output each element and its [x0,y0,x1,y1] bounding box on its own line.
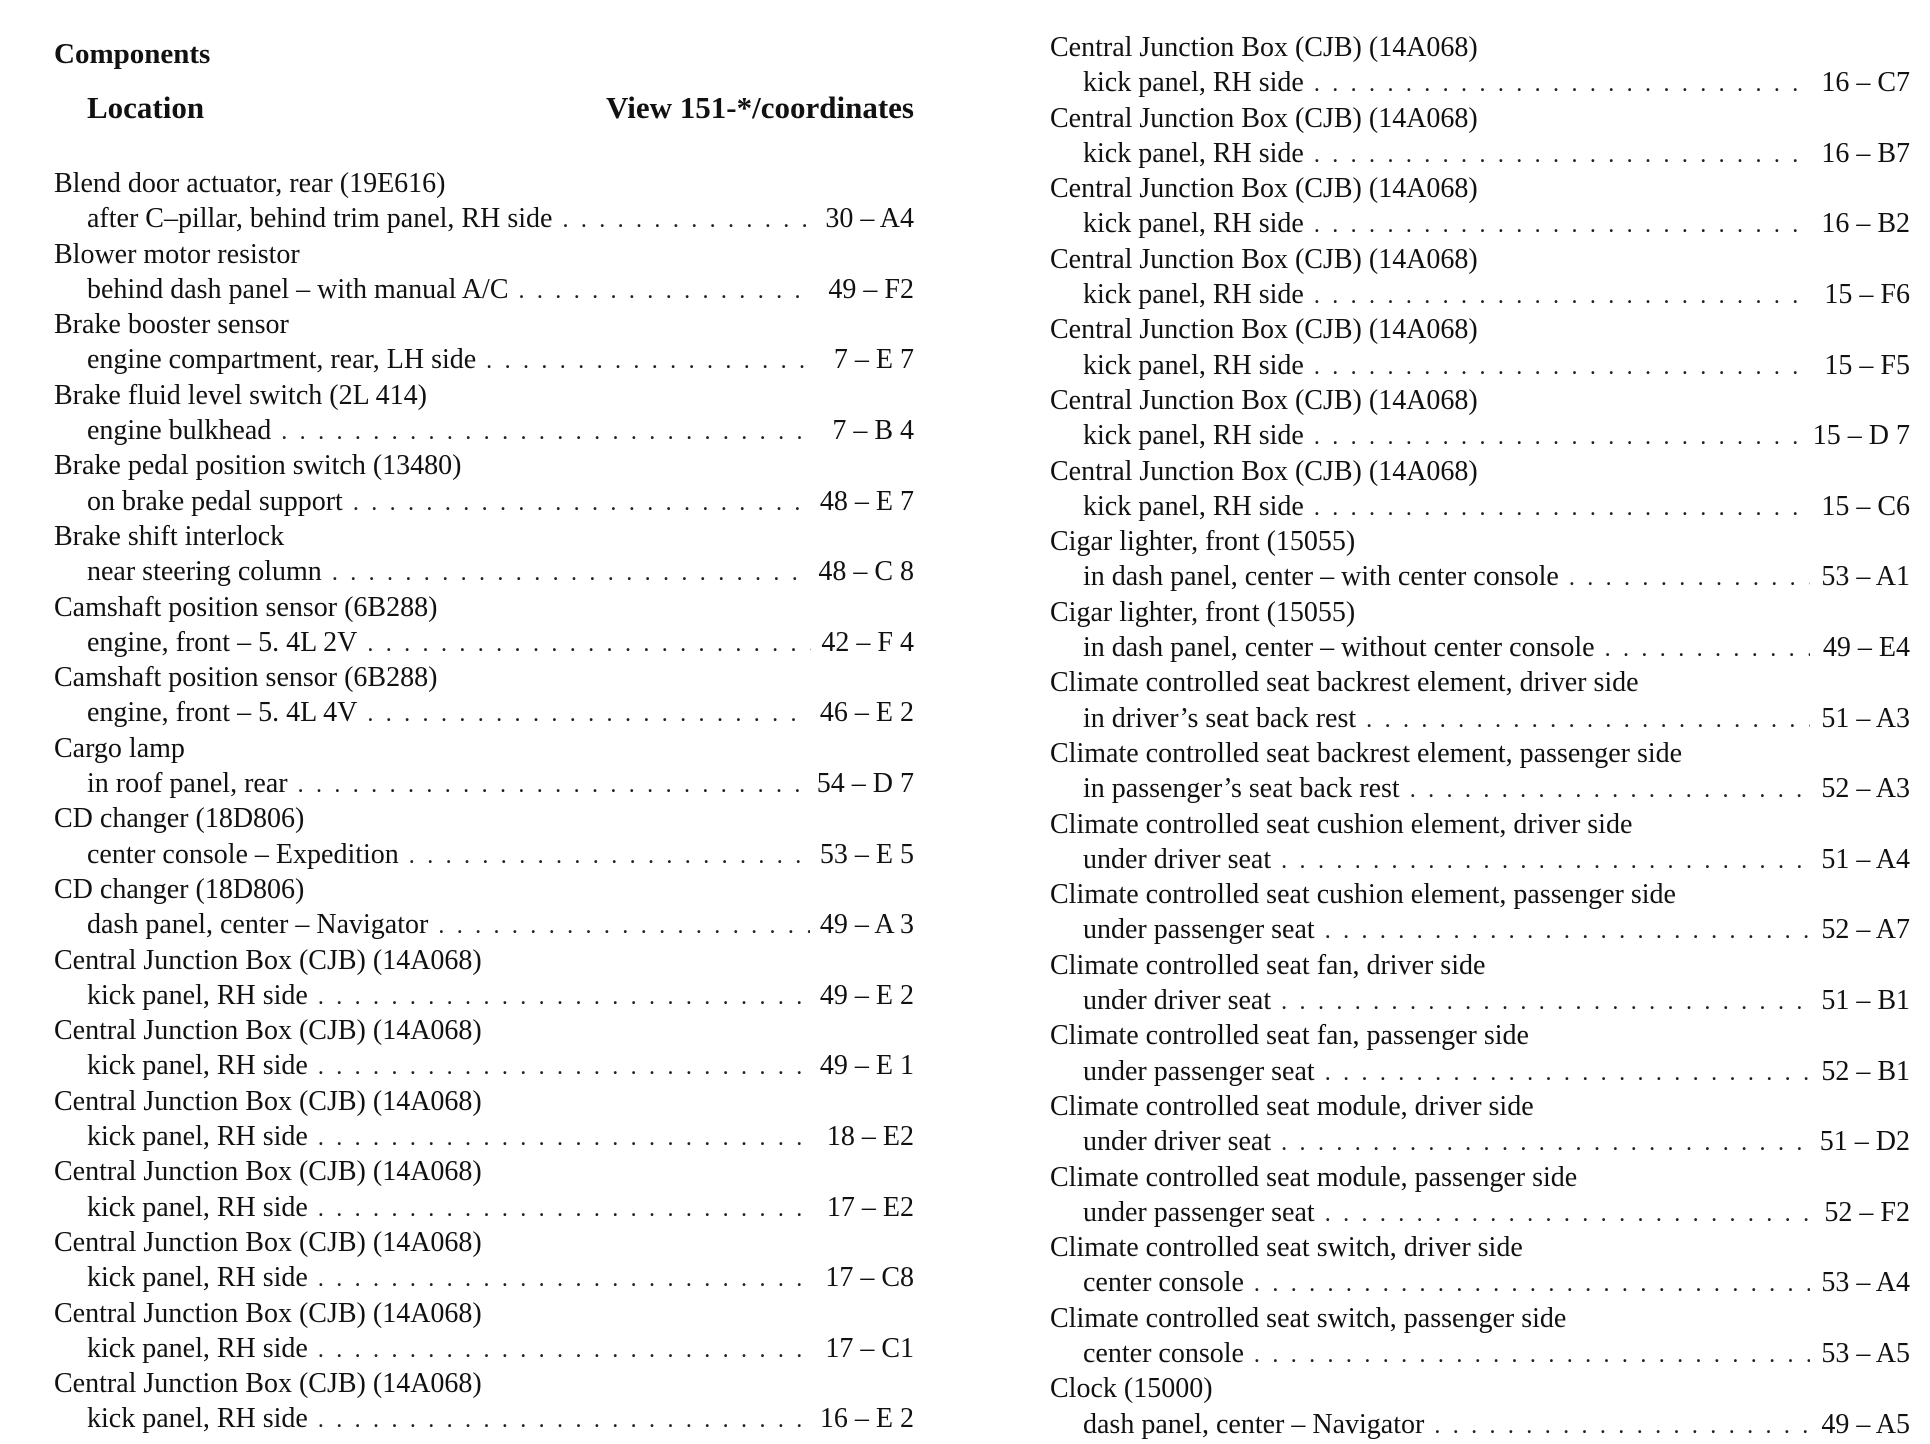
component-location-line [54,625,914,660]
component-entry [1050,877,1910,948]
component-name: Central Junction Box (CJB) (14A068) [1050,455,1478,487]
component-name: Central Junction Box (CJB) (14A068) [54,1297,482,1329]
view-coordinate: 54 – D 7 [816,768,914,800]
component-name: Central Junction Box (CJB) (14A068) [54,1368,482,1400]
view-coordinate: 53 – A1 [1821,561,1910,593]
dot-leader [318,1121,814,1156]
view-coordinate: 51 – A4 [1821,843,1910,875]
component-location-line [54,342,914,377]
component-location-line [1050,206,1910,241]
view-coordinate: 51 – B1 [1821,985,1910,1017]
component-name: Central Junction Box (CJB) (14A068) [1050,102,1478,134]
component-entry [54,943,914,1014]
component-location: kick panel, RH side [87,1403,308,1435]
view-coordinate: 16 – E 2 [819,1403,914,1435]
component-location-line [1050,1407,1910,1442]
component-entry [1050,454,1910,525]
component-entry [54,237,914,308]
view-coordinates-column-header: View 151-*/coordinates [606,90,914,125]
dot-leader [519,274,815,309]
view-coordinate: 7 – B 4 [832,415,914,447]
component-location: engine, front – 5. 4L 2V [87,626,358,658]
view-coordinate: 46 – E 2 [819,697,914,729]
dot-leader [318,1192,814,1227]
component-name: Brake booster sensor [54,309,289,341]
view-coordinate: 53 – A4 [1821,1267,1910,1299]
component-location-line [54,1401,914,1436]
dot-leader [1281,844,1810,879]
view-coordinate: 49 – A5 [1821,1408,1910,1440]
component-location: under passenger seat [1083,1196,1315,1228]
component-location: kick panel, RH side [1083,208,1304,240]
view-coordinate: 51 – A3 [1821,702,1910,734]
dot-leader [318,980,810,1015]
component-location-line [54,695,914,730]
component-name: Climate controlled seat cushion element, driver side [1050,808,1633,840]
component-location: in driver’s seat back rest [1083,702,1357,734]
view-coordinate: 49 – E 1 [819,1050,914,1082]
view-coordinate: 49 – A 3 [819,909,914,941]
dot-leader [353,486,810,521]
component-location: dash panel, center – Navigator [87,909,429,941]
view-coordinate: 53 – E 5 [819,838,914,870]
component-entry [54,1013,914,1084]
component-location: center console – Expedition [87,838,399,870]
component-name: Climate controlled seat module, passenger side [1050,1161,1578,1193]
component-location-line [1050,1054,1910,1089]
component-entry [54,801,914,872]
component-location: kick panel, RH side [1083,420,1304,452]
component-entry [1050,1230,1910,1301]
section-title: Components [54,38,211,70]
component-name: Climate controlled seat cushion element, passenger side [1050,879,1676,911]
component-entry [1050,171,1910,242]
component-entry [54,519,914,590]
component-entry [54,660,914,731]
component-location: in passenger’s seat back rest [1083,773,1400,805]
component-entry [54,590,914,661]
view-coordinate: 52 – F2 [1824,1196,1910,1228]
component-location: kick panel, RH side [87,1191,308,1223]
component-location-line [54,766,914,801]
dot-leader [318,1050,810,1085]
component-location-line [1050,559,1910,594]
dot-leader [318,1403,810,1438]
dot-leader [281,415,814,450]
view-coordinate: 52 – A3 [1821,773,1910,805]
component-location-line [1050,912,1910,947]
component-location-line [54,413,914,448]
view-coordinate: 30 – A4 [825,203,914,235]
dot-leader [1314,279,1810,314]
component-entry [1050,1371,1910,1442]
component-entry [54,1225,914,1296]
component-location: engine bulkhead [87,415,272,447]
view-coordinate: 16 – C7 [1821,67,1910,99]
component-location-line [54,1331,914,1366]
view-coordinate: 17 – C1 [825,1332,914,1364]
component-name: Central Junction Box (CJB) (14A068) [54,1015,482,1047]
component-name: Brake fluid level switch (2L 414) [54,379,427,411]
dot-leader [1569,561,1810,596]
component-location: in roof panel, rear [87,768,288,800]
dot-leader [1410,773,1810,808]
component-name: Climate controlled seat module, driver side [1050,1090,1534,1122]
component-entry [1050,807,1910,878]
component-location-line [54,837,914,872]
component-location: near steering column [87,556,322,588]
component-entry [1050,312,1910,383]
view-coordinate: 16 – B7 [1821,137,1910,169]
component-entry [1050,1160,1910,1231]
view-coordinate: 51 – D2 [1819,1126,1910,1158]
dot-leader [318,1262,814,1297]
dot-leader [1254,1338,1810,1373]
component-entry [54,307,914,378]
component-location-line [1050,65,1910,100]
component-name: Central Junction Box (CJB) (14A068) [54,1085,482,1117]
component-location-line [54,272,914,307]
component-location: center console [1083,1337,1244,1369]
dot-leader [298,768,807,803]
component-entry [1050,383,1910,454]
dot-leader [1325,1197,1810,1232]
component-entry [1050,665,1910,736]
dot-leader [1605,632,1810,667]
view-coordinate: 52 – B1 [1821,1055,1910,1087]
component-location-line [1050,136,1910,171]
dot-leader [1366,703,1810,738]
dot-leader [1254,1267,1810,1302]
component-location-line [54,1190,914,1225]
component-name: Central Junction Box (CJB) (14A068) [1050,384,1478,416]
view-coordinate: 42 – F 4 [821,626,914,658]
component-entry [54,448,914,519]
component-entry [1050,30,1910,101]
dot-leader [1314,208,1810,243]
component-name: CD changer (18D806) [54,873,305,905]
component-location: in dash panel, center – with center console [1083,561,1559,593]
component-name: Climate controlled seat fan, passenger side [1050,1020,1529,1052]
view-coordinate: 15 – F6 [1824,279,1910,311]
component-location-line [54,201,914,236]
component-name: Climate controlled seat backrest element, driver side [1050,667,1639,699]
component-location-line [1050,1265,1910,1300]
component-name: Cigar lighter, front (15055) [1050,526,1356,558]
component-location: kick panel, RH side [1083,279,1304,311]
component-entry [54,1084,914,1155]
view-coordinate: 52 – A7 [1821,914,1910,946]
component-name: Central Junction Box (CJB) (14A068) [1050,32,1478,63]
component-location: kick panel, RH side [87,1262,308,1294]
view-coordinate: 18 – E2 [826,1121,914,1153]
left-component-list [54,166,914,1437]
component-location-line [1050,277,1910,312]
component-entry [1050,1301,1910,1372]
component-name: Central Junction Box (CJB) (14A068) [54,1226,482,1258]
component-location-line [1050,489,1910,524]
component-location: under passenger seat [1083,1055,1315,1087]
view-coordinate: 15 – F5 [1824,349,1910,381]
dot-leader [367,627,811,662]
component-location-line [54,978,914,1013]
dot-leader [1325,914,1810,949]
component-entry [1050,948,1910,1019]
view-coordinate: 53 – A5 [1821,1337,1910,1369]
component-location: in dash panel, center – without center console [1083,632,1595,664]
component-location: center console [1083,1267,1244,1299]
component-location: kick panel, RH side [87,1332,308,1364]
dot-leader [1434,1409,1810,1444]
component-entry [1050,736,1910,807]
component-location: kick panel, RH side [1083,67,1304,99]
component-location: under driver seat [1083,843,1272,875]
dot-leader [438,909,810,944]
component-entry [1050,242,1910,313]
component-location: kick panel, RH side [87,979,308,1011]
component-location: dash panel, center – Navigator [1083,1408,1425,1440]
component-name: Camshaft position sensor (6B288) [54,591,438,623]
component-location-line [54,1048,914,1083]
component-location-line [1050,701,1910,736]
component-entry [54,1296,914,1367]
component-entry [1050,1018,1910,1089]
view-coordinate: 15 – C6 [1821,490,1910,522]
component-name: Cargo lamp [54,732,185,764]
right-component-list [1050,30,1910,1442]
component-name: Central Junction Box (CJB) (14A068) [1050,173,1478,205]
component-location-line [1050,630,1910,665]
component-location-line [54,1119,914,1154]
component-location-line [1050,418,1910,453]
component-location-line [1050,1336,1910,1371]
dot-leader [1281,985,1810,1020]
component-location-line [1050,842,1910,877]
component-location-line [1050,983,1910,1018]
component-entry [1050,101,1910,172]
component-entry [54,166,914,237]
dot-leader [562,203,814,238]
view-coordinate: 16 – B2 [1821,208,1910,240]
view-coordinate: 17 – C8 [825,1262,914,1294]
component-name: Cigar lighter, front (15055) [1050,596,1356,628]
view-coordinate: 49 – E4 [1822,632,1910,664]
component-location: under passenger seat [1083,914,1315,946]
component-location: kick panel, RH side [1083,490,1304,522]
component-name: Blend door actuator, rear (19E616) [54,168,446,199]
component-entry [54,872,914,943]
component-location: on brake pedal support [87,485,343,517]
dot-leader [1325,1056,1810,1091]
component-location-line [1050,1195,1910,1230]
component-entry [54,731,914,802]
view-coordinate: 49 – F2 [828,273,914,305]
component-name: Brake shift interlock [54,520,285,552]
dot-leader [1314,67,1810,102]
dot-leader [367,697,810,732]
component-name: CD changer (18D806) [54,803,305,835]
component-entry [1050,595,1910,666]
component-name: Blower motor resistor [54,238,300,270]
component-location: engine compartment, rear, LH side [87,344,477,376]
component-entry [1050,1089,1910,1160]
component-location: kick panel, RH side [1083,137,1304,169]
dot-leader [332,556,809,591]
component-entry [1050,524,1910,595]
component-name: Climate controlled seat fan, driver side [1050,949,1486,981]
component-name: Central Junction Box (CJB) (14A068) [1050,314,1478,346]
view-coordinate: 48 – E 7 [819,485,914,517]
component-name: Climate controlled seat switch, passenger side [1050,1302,1567,1334]
component-location-line [54,907,914,942]
view-coordinate: 48 – C 8 [818,556,914,588]
component-entry [54,378,914,449]
dot-leader [486,344,814,379]
component-location: kick panel, RH side [87,1121,308,1153]
component-entry [54,1366,914,1437]
location-column-header: Location [87,90,205,125]
component-location: after C–pillar, behind trim panel, RH side [87,203,553,235]
view-coordinate: 17 – E2 [826,1191,914,1223]
dot-leader [1314,420,1803,455]
view-coordinate: 49 – E 2 [819,979,914,1011]
component-location-line [1050,771,1910,806]
component-location-line [1050,348,1910,383]
component-name: Central Junction Box (CJB) (14A068) [1050,243,1478,275]
component-name: Climate controlled seat backrest element, passenger side [1050,737,1683,769]
dot-leader [318,1333,814,1368]
component-name: Climate controlled seat switch, driver side [1050,1232,1523,1264]
component-location-line [54,1260,914,1295]
component-name: Brake pedal position switch (13480) [54,450,462,482]
view-coordinate: 7 – E 7 [833,344,914,376]
component-location-line [1050,1124,1910,1159]
component-name: Central Junction Box (CJB) (14A068) [54,944,482,976]
component-location: engine, front – 5. 4L 4V [87,697,358,729]
component-location: kick panel, RH side [1083,349,1304,381]
component-location-line [54,484,914,519]
dot-leader [1281,1126,1810,1161]
dot-leader [1314,491,1810,526]
component-location-line [54,554,914,589]
component-name: Camshaft position sensor (6B288) [54,662,438,694]
component-location: behind dash panel – with manual A/C [87,273,509,305]
dot-leader [409,839,810,874]
component-location: under driver seat [1083,1126,1272,1158]
component-location: kick panel, RH side [87,1050,308,1082]
dot-leader [1314,350,1810,385]
component-location: under driver seat [1083,985,1272,1017]
view-coordinate: 15 – D 7 [1812,420,1910,452]
component-name: Central Junction Box (CJB) (14A068) [54,1156,482,1188]
component-name: Clock (15000) [1050,1373,1213,1405]
dot-leader [1314,138,1810,173]
component-entry [54,1154,914,1225]
